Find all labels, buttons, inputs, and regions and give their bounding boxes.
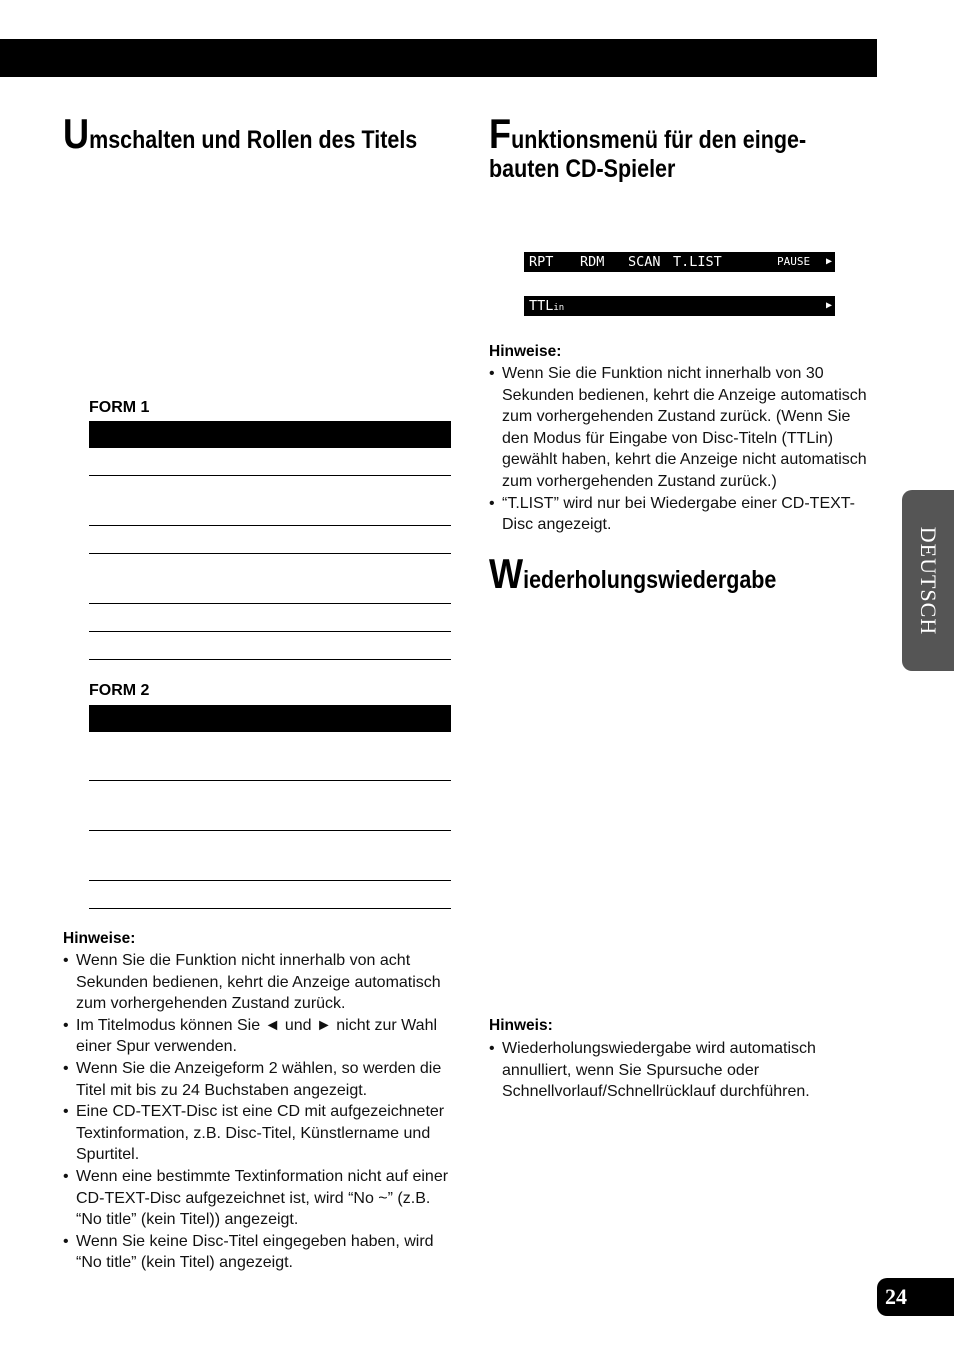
arrow-right-icon: ▶ xyxy=(825,300,832,311)
table-row xyxy=(89,526,451,554)
display-rdm: RDM xyxy=(580,254,605,270)
notes-title: Hinweise: xyxy=(63,930,136,947)
table-row xyxy=(89,632,451,660)
list-item: • Wenn Sie die Funktion nicht innerhalb von acht Sekunden bedienen, kehrt die Anzeige automatisch zum vorhergehenden Zustand zurück. xyxy=(63,950,451,1015)
page-number-tab xyxy=(877,1278,954,1316)
form2-table xyxy=(89,705,451,909)
display-rpt: RPT xyxy=(529,254,554,270)
function-display xyxy=(524,252,835,272)
heading-umschalten: Umschalten und Rollen des Titels xyxy=(63,110,418,157)
list-item: • Im Titelmodus können Sie ◄ und ► nicht zur Wahl einer Spur verwenden. xyxy=(63,1015,451,1058)
list-item: • Wenn Sie die Anzeigeform 2 wählen, so werden die Titel mit bis zu 24 Buchstaben angezeigt. xyxy=(63,1058,451,1101)
notes-title: Hinweise: xyxy=(489,343,562,360)
table-row xyxy=(89,831,451,881)
display-scan: SCAN xyxy=(628,254,661,270)
form2-label: FORM 2 xyxy=(89,682,150,699)
notes-list xyxy=(489,363,877,536)
table-row xyxy=(89,554,451,604)
display-ttlin: TTLin xyxy=(529,298,565,314)
table-row xyxy=(89,781,451,831)
form1-table xyxy=(89,421,451,660)
list-item: • Wenn eine bestimmte Textinformation nicht auf einer CD-TEXT-Disc aufgezeichnet ist, wird “No ~” (z.B. “No title” (kein Titel)) angezeigt. xyxy=(63,1166,451,1231)
display-pause: PAUSE xyxy=(777,255,811,268)
list-item: • Wiederholungswiedergabe wird automatisch annulliert, wenn Sie Spursuche oder Schnellvorlauf/Schnellrücklauf durchführen. xyxy=(489,1038,877,1103)
heading-funktionsmenue: Funktionsmenü für den einge- xyxy=(489,110,807,157)
ttlin-display xyxy=(524,296,835,316)
language-label: DEUTSCH xyxy=(916,526,941,635)
list-item: • Wenn Sie keine Disc-Titel eingegeben haben, wird “No title” (kein Titel) angezeigt. xyxy=(63,1231,451,1274)
list-item: • Eine CD-TEXT-Disc ist eine CD mit aufgezeichneter Textinformation, z.B. Disc-Titel, Künstlername und Spurtitel. xyxy=(63,1101,451,1166)
list-item: • “T.LIST” wird nur bei Wiedergabe einer CD-TEXT-Disc angezeigt. xyxy=(489,493,877,536)
heading-funktionsmenue-line2: bauten CD-Spieler xyxy=(489,155,676,183)
table-header xyxy=(89,705,451,732)
display-tlist: T.LIST xyxy=(673,254,722,270)
table-row xyxy=(89,476,451,526)
form1-label: FORM 1 xyxy=(89,399,150,416)
table-row xyxy=(89,881,451,909)
table-row xyxy=(89,448,451,476)
header-bar xyxy=(0,39,877,77)
notes-list xyxy=(63,950,451,1274)
table-row xyxy=(89,732,451,781)
heading-wiederholung: Wiederholungswiedergabe xyxy=(489,550,777,597)
list-item: • Wenn Sie die Funktion nicht innerhalb von 30 Sekunden bedienen, kehrt die Anzeige automatisch zum vorhergehenden Zustand zurück. (Wenn Sie den Modus für Eingabe von Disc-Titeln (TTLin) gewählt haben, kehrt die Anzeige nicht automatisch zum vorhergehenden Zustand zurück.) xyxy=(489,363,877,493)
table-row xyxy=(89,604,451,632)
note-list xyxy=(489,1038,877,1103)
language-tab xyxy=(902,490,954,671)
note-title: Hinweis: xyxy=(489,1017,553,1034)
page-number: 24 xyxy=(885,1284,907,1309)
table-header xyxy=(89,421,451,448)
arrow-right-icon: ▶ xyxy=(825,256,832,267)
